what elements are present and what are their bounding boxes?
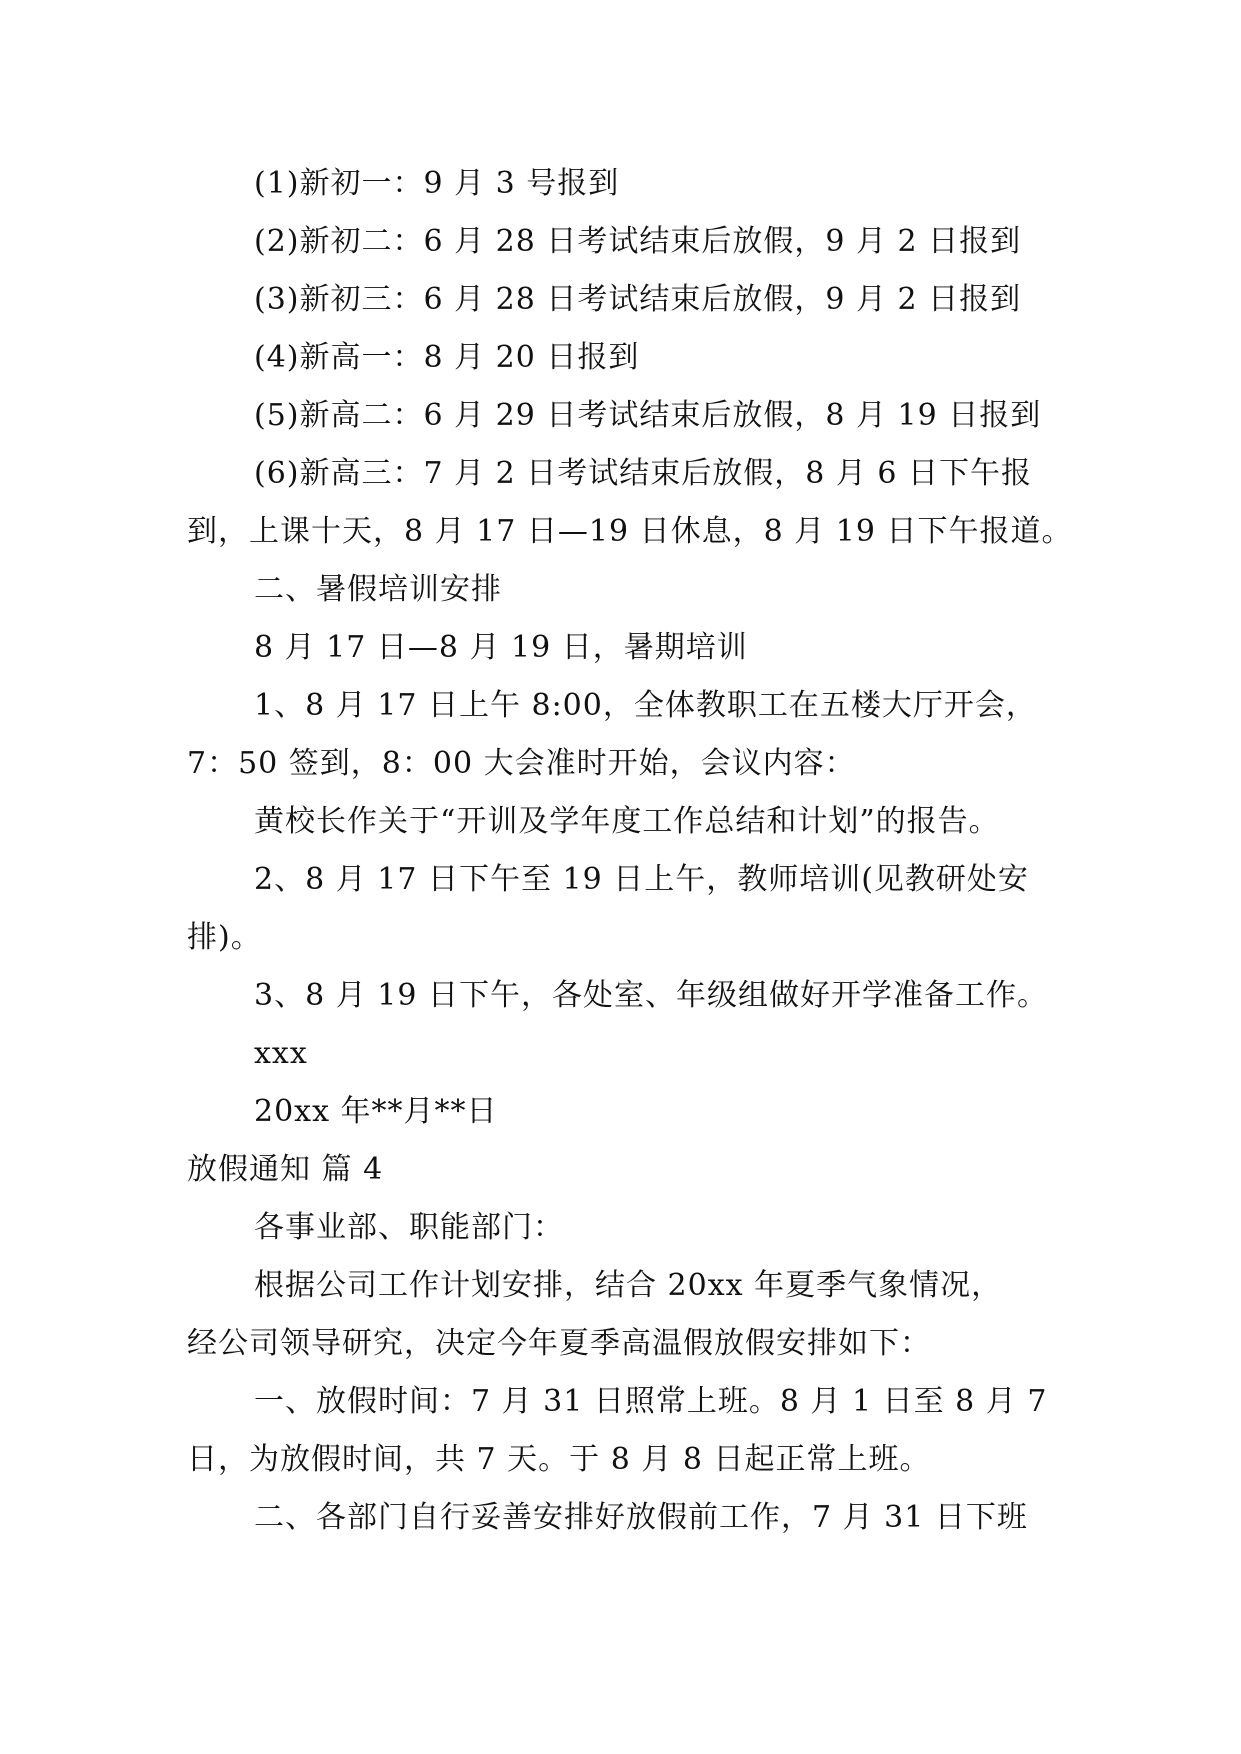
section-title-notice-4: 放假通知 篇 4 [187,1152,384,1187]
paragraph-continuation: 日，为放假时间，共 7 天。于 8 月 8 日起正常上班。 [187,1442,931,1477]
salutation: 各事业部、职能部门： [254,1210,564,1245]
paragraph-department-arrangements: 二、各部门自行妥善安排好放假前工作，7 月 31 日下班 [254,1500,1028,1535]
paragraph-continuation: 7：50 签到，8：00 大会准时开始，会议内容： [187,746,856,781]
signature-date: 20xx 年**月**日 [254,1094,498,1129]
list-item-grade-12: (6)新高三：7 月 2 日考试结束后放假，8 月 6 日下午报 [254,456,1033,491]
paragraph-item-1: 1、8 月 17 日上午 8:00，全体教职工在五楼大厅开会， [254,688,1037,723]
section-heading-training: 二、暑假培训安排 [254,572,502,607]
paragraph-holiday-time: 一、放假时间：7 月 31 日照常上班。8 月 1 日至 8 月 7 [254,1384,1048,1419]
paragraph-item-3: 3、8 月 19 日下午，各处室、年级组做好开学准备工作。 [254,978,1048,1013]
paragraph-continuation: 排)。 [187,920,262,955]
paragraph-item-2: 2、8 月 17 日下午至 19 日上午，教师培训(见教研处安 [254,862,1029,897]
paragraph-intro: 根据公司工作计划安排，结合 20xx 年夏季气象情况， [254,1268,1003,1303]
paragraph-continuation: 到，上课十天，8 月 17 日—19 日休息，8 月 19 日下午报道。 [187,514,1073,549]
paragraph-continuation: 经公司领导研究，决定今年夏季高温假放假安排如下： [187,1326,931,1361]
list-item-grade-10: (4)新高一：8 月 20 日报到 [254,340,640,375]
paragraph-training-dates: 8 月 17 日—8 月 19 日，暑期培训 [254,630,748,665]
list-item-grade-7: (1)新初一：9 月 3 号报到 [254,166,620,201]
list-item-grade-11: (5)新高二：6 月 29 日考试结束后放假，8 月 19 日报到 [254,398,1042,433]
signature-name: xxx [254,1036,308,1071]
paragraph-report: 黄校长作关于“开训及学年度工作总结和计划”的报告。 [254,804,1000,839]
list-item-grade-9: (3)新初三：6 月 28 日考试结束后放假，9 月 2 日报到 [254,282,1022,317]
list-item-grade-8: (2)新初二：6 月 28 日考试结束后放假，9 月 2 日报到 [254,224,1022,259]
